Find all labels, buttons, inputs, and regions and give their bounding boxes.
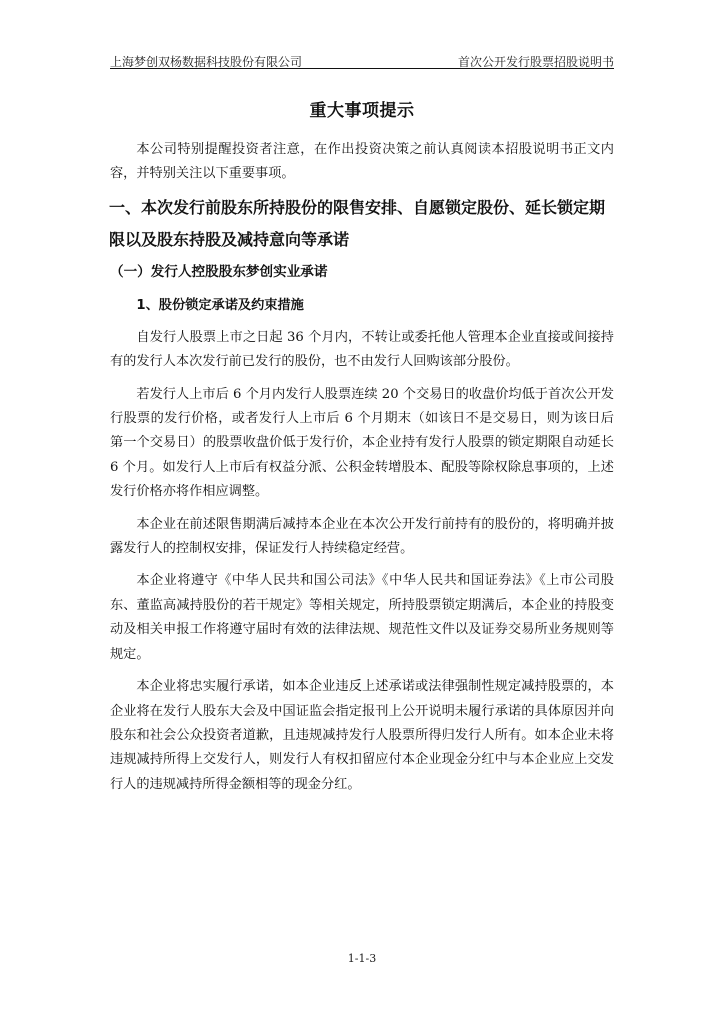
header-rule [110,68,614,69]
header-company-name: 上海梦创双杨数据科技股份有限公司 [110,55,303,69]
intro-paragraph: 本公司特别提醒投资者注意，在作出投资决策之前认真阅读本招股说明书正文内容，并特别关注以下重要事项。 [110,142,614,182]
page-title: 重大事项提示 [309,101,415,121]
page-header [110,50,614,70]
subsection-heading: （一）发行人控股股东梦创实业承诺 [110,263,328,280]
paragraph-regulatory-compliance: 本企业将遵守《中华人民共和国公司法》《中华人民共和国证券法》《上市公司股东、董监高减持股份的若干规定》等相关规定，所持股票锁定期满后，本企业的持股变动及相关申报工作将遵守届时有效的法律法规、规范性文件以及证券交易所业务规则等规定。 [110,573,614,662]
paragraph-control-disclosure: 本企业在前述限售期满后减持本企业在本次公开发行前持有的股份的，将明确并披露发行人的控制权安排，保证发行人持续稳定经营。 [110,516,614,557]
page-number: 1-1-3 [347,952,377,965]
paragraph-lockup-period: 自发行人股票上市之日起 36 个月内，不转让或委托他人管理本企业直接或间接持有的发行人本次发行前已发行的股份，也不由发行人回购该部分股份。 [110,329,614,370]
header-document-title: 首次公开发行股票招股说明书 [457,55,614,69]
paragraph-lockup-extension: 若发行人上市后 6 个月内发行人股票连续 20 个交易日的收盘价均低于首次公开发行股票的发行价格，或者发行人上市后 6 个月期末（如该日不是交易日，则为该日后第一个交易日）的股票收盘价低于发行价，本企业持有发行人股票的锁定期限自动延长 6 个月。如发行人上市后有权益分派、公积金转增股本、配股等除权除息事项的，上述发行价格亦将作相应调整。 [110,386,614,500]
section-heading: 一、本次发行前股东所持股份的限售安排、自愿锁定股份、延长锁定期限以及股东持股及减持意向等承诺 [109,197,606,249]
paragraph-breach-remedy: 本企业将忠实履行承诺，如本企业违反上述承诺或法律强制性规定减持股票的，本企业将在发行人股东大会及中国证监会指定报刊上公开说明未履行承诺的具体原因并向股东和社会公众投资者道歉，且违规减持发行人股票所得归发行人所有。如本企业未将违规减持所得上交发行人，则发行人有权扣留应付本企业现金分红中与本企业应上交发行人的违规减持所得金额相等的现金分红。 [110,679,614,792]
item-heading: 1、股份锁定承诺及约束措施 [136,297,304,313]
document-body [110,138,614,805]
